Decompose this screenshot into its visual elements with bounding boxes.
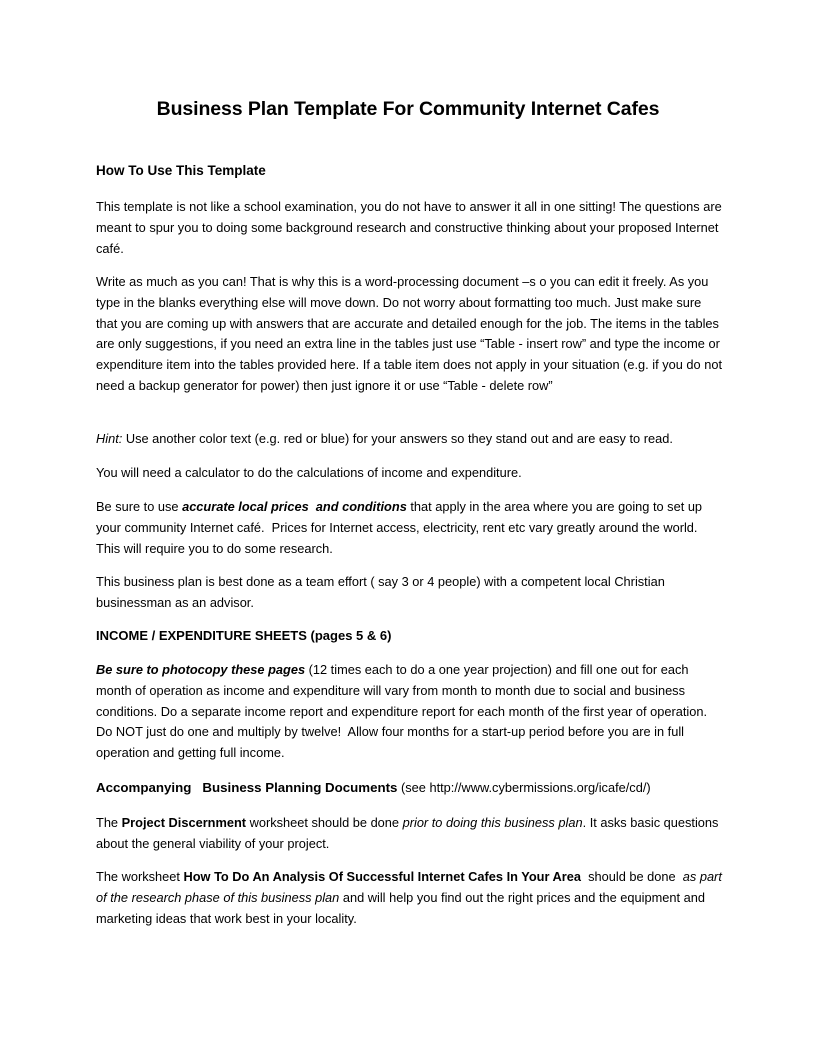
write-as-much-paragraph: Write as much as you can! That is why this is a word-processing document –s o you can edit it freely. As you type in the blanks everything else will move down. Do not worry about formatting too much. Just make sure that you are coming up with answers that are accurate and detailed enough for the job. The items in the tables are only suggestions, if you need an extra line in the tables just use “Table - insert row” and type the income or expenditure item into the tables provided here. If a table item does not apply in your situation (e.g. if you do not need a backup generator for power) then just ignore it or use “Table - delete row” bbox=[96, 274, 723, 393]
p9-text-e: and will help you find out the right prices and the equipment and marketing ideas that work best in your locality. bbox=[96, 889, 709, 926]
hint-paragraph bbox=[96, 429, 724, 450]
hint-label: Hint: bbox=[96, 431, 123, 446]
p8-text-a: The bbox=[96, 815, 122, 830]
intro-paragraph: This template is not like a school examination, you do not have to answer it all in one sitting! The questions are meant to spur you to doing some background research and constructive thinking about your proposed Internet café. bbox=[96, 199, 722, 256]
team-effort-paragraph: This business plan is best done as a team effort ( say 3 or 4 people) with a competent local Christian businessman as an advisor. bbox=[96, 574, 665, 610]
p8-bold: Project Discernment bbox=[121, 815, 247, 830]
local-prices-paragraph bbox=[96, 497, 724, 559]
p9-text-a: The worksheet bbox=[96, 869, 184, 884]
p9-text-c: should be done bbox=[581, 869, 683, 884]
p9-italic: as part of the research phase of this business plan bbox=[96, 869, 726, 905]
hint-text: Use another color text (e.g. red or blue) for your answers so they stand out and are easy to read. bbox=[122, 431, 673, 446]
photocopy-paragraph bbox=[96, 660, 724, 764]
accompanying-documents-line bbox=[96, 778, 724, 799]
p8-text-c: worksheet should be done bbox=[246, 815, 403, 830]
document-title: Business Plan Template For Community Internet Cafes bbox=[156, 98, 660, 120]
analysis-worksheet-paragraph bbox=[96, 867, 724, 929]
p5-text-a: Be sure to use bbox=[96, 499, 183, 514]
calculator-paragraph: You will need a calculator to do the calculations of income and expenditure. bbox=[96, 465, 522, 480]
how-to-heading: How To Use This Template bbox=[96, 163, 266, 178]
p9-bold: How To Do An Analysis Of Successful Internet Cafes In Your Area bbox=[183, 869, 581, 884]
p5-text-c: that apply in the area where you are going to set up your community Internet café. Prices for Internet access, electricity, rent etc vary greatly around the world. This will require you to do some research. bbox=[96, 499, 706, 556]
p8-italic: prior to doing this business plan bbox=[402, 815, 583, 830]
income-expenditure-heading: INCOME / EXPENDITURE SHEETS (pages 5 & 6) bbox=[96, 628, 392, 643]
p8-text-e: . It asks basic questions about the general viability of your project. bbox=[96, 815, 722, 851]
p7-text-b: (12 times each to do a one year projection) and fill one out for each month of operation as income and expenditure will vary from month to month due to social and business conditions. Do a separate income report and expenditure report for each month of the first year of operation. Do NOT just do one and multiply by twelve! Allow four months for a start-up period before you are in full operation and getting full income. bbox=[96, 662, 715, 761]
project-discernment-paragraph bbox=[96, 813, 724, 855]
accompanying-link-text: (see http://www.cybermissions.org/icafe/cd/) bbox=[397, 780, 651, 795]
p5-emphasis: accurate local prices and conditions bbox=[182, 499, 407, 514]
p7-emphasis: Be sure to photocopy these pages bbox=[96, 662, 306, 677]
accompanying-heading: Accompanying Business Planning Documents bbox=[96, 780, 398, 795]
